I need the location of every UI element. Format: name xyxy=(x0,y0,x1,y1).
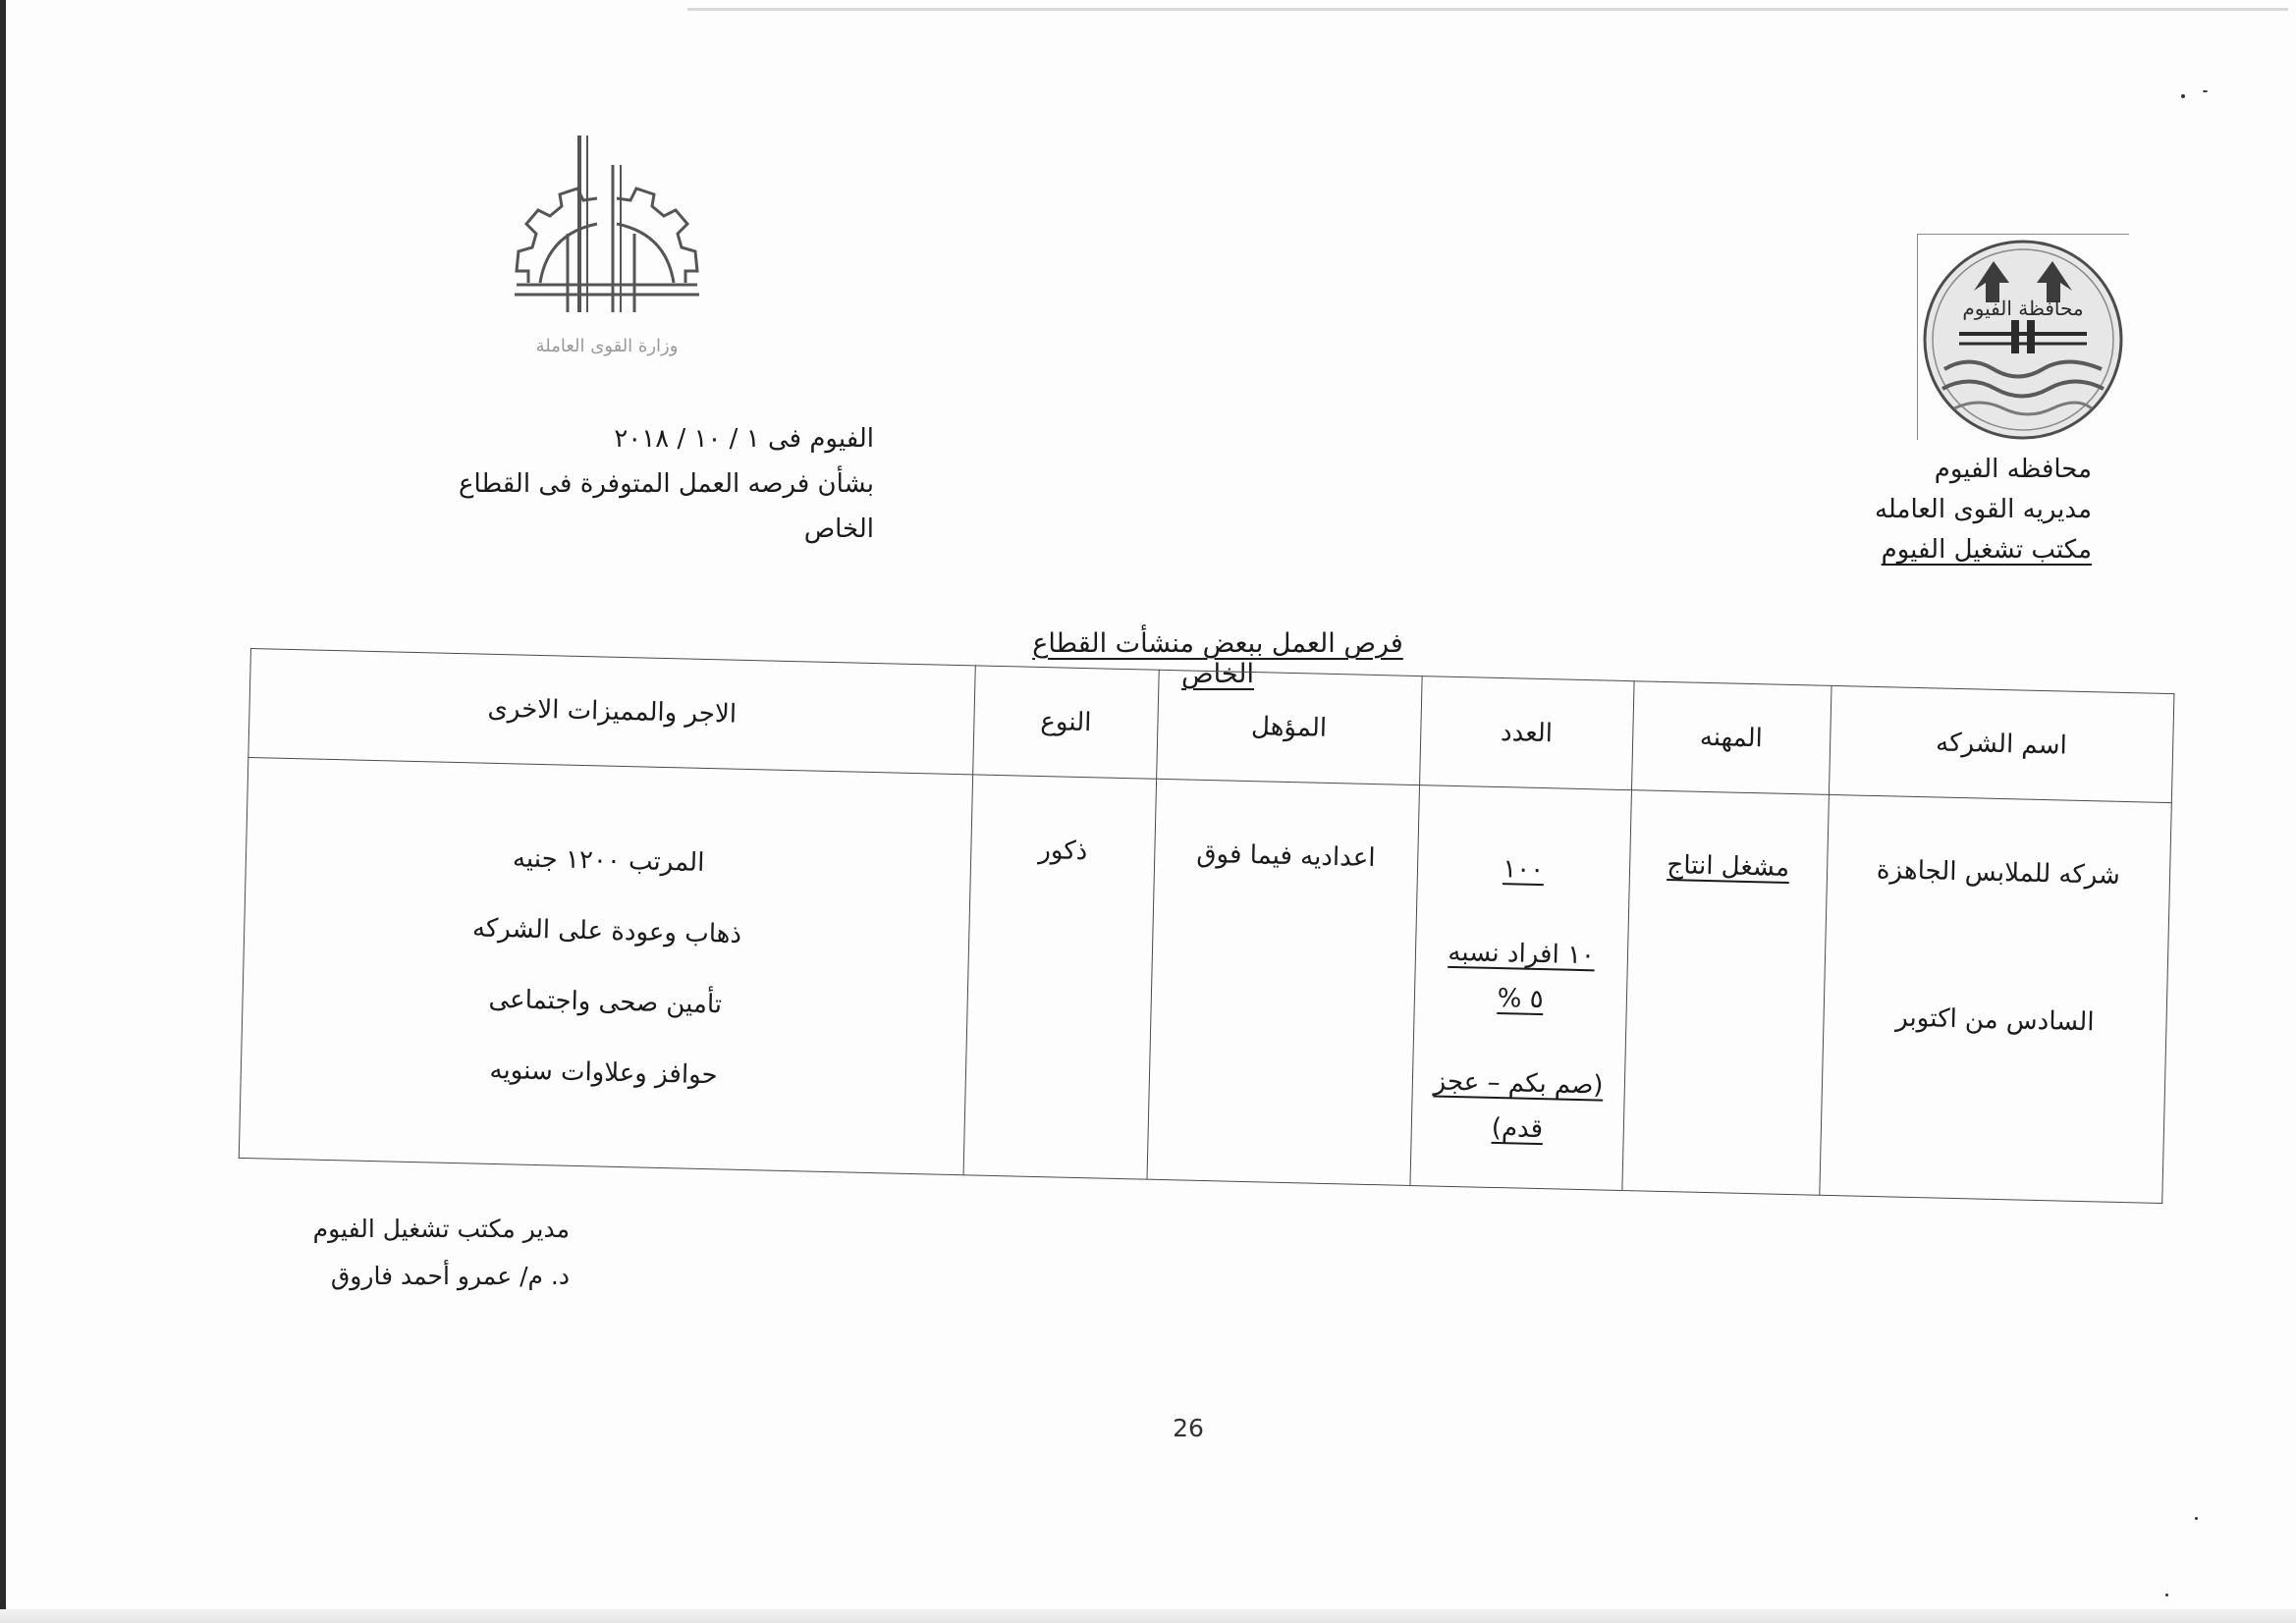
jobs-table xyxy=(239,648,2175,1204)
company-name: شركه للملابس الجاهزة xyxy=(1876,855,2121,891)
job-title: مشغل انتاج xyxy=(1667,850,1790,883)
cell-count xyxy=(1410,785,1631,1191)
signature-title: مدير مكتب تشغيل الفيوم xyxy=(312,1215,570,1243)
document-subject: بشأن فرصه العمل المتوفرة فى القطاع الخاص xyxy=(459,469,874,544)
governorate-logo xyxy=(1915,232,2131,448)
count-note-2: ٥ % xyxy=(1497,984,1544,1015)
benefit-incentives: حوافز وعلاوات سنويه xyxy=(489,1055,718,1091)
header-count: العدد xyxy=(1419,676,1633,790)
document-date: الفيوم فى ١ / ١٠ / ٢٠١٨ xyxy=(614,424,874,454)
benefit-insurance: تأمين صحى واجتماعى xyxy=(488,984,723,1020)
cell-company xyxy=(1820,794,2172,1203)
scan-speck xyxy=(2165,1594,2168,1596)
header-gender: النوع xyxy=(973,666,1159,779)
signature-block xyxy=(295,1206,570,1300)
governorate-name: محافظه الفيوم xyxy=(1934,455,2092,484)
scan-edge-bottom xyxy=(0,1609,2296,1623)
cell-gender: ذكور xyxy=(963,775,1156,1179)
count-note-1: ١٠ افراد نسبه xyxy=(1448,937,1596,971)
scan-edge-top xyxy=(687,8,2288,11)
gov-logo-text: محافظة الفيوم xyxy=(1962,297,2084,320)
ministry-logo-text: وزارة القوى العاملة xyxy=(535,336,679,356)
office-name: مكتب تشغيل الفيوم xyxy=(1881,535,2092,565)
scan-speck xyxy=(2203,90,2208,92)
header-company: اسم الشركه xyxy=(1829,685,2174,802)
header-qualification: المؤهل xyxy=(1156,670,1422,784)
ministry-logo xyxy=(489,126,725,371)
letterhead-right xyxy=(1797,450,2092,570)
scan-edge-left xyxy=(0,0,6,1623)
page-number: 26 xyxy=(1173,1414,1204,1442)
directorate-name: مديريه القوى العامله xyxy=(1874,495,2092,524)
benefit-transport: ذهاب وعودة على الشركه xyxy=(471,913,742,949)
count-note-4: قدم) xyxy=(1491,1112,1544,1145)
table-title: فرص العمل ببعض منشأت القطاع الخاص xyxy=(1032,628,1403,689)
header-job: المهنه xyxy=(1631,681,1831,795)
jobs-table-container xyxy=(237,648,2175,1282)
table-row xyxy=(239,757,2171,1203)
scan-speck xyxy=(2181,94,2185,98)
count-value: ١٠٠ xyxy=(1502,854,1545,886)
header-benefits: الاجر والمميزات الاخرى xyxy=(248,649,976,775)
signature-name: د. م/ عمرو أحمد فاروق xyxy=(330,1262,570,1290)
count-note-3: (صم بكم – عجز xyxy=(1433,1066,1604,1101)
company-location: السادس من اكتوبر xyxy=(1894,1002,2095,1038)
cell-qualification: اعداديه فيما فوق xyxy=(1147,779,1420,1185)
cell-job xyxy=(1621,790,1829,1196)
scan-speck xyxy=(2195,1517,2198,1520)
benefit-salary: المرتب ١٢٠٠ جنيه xyxy=(512,843,705,878)
cell-benefits xyxy=(239,757,973,1174)
date-subject-block xyxy=(383,416,874,552)
